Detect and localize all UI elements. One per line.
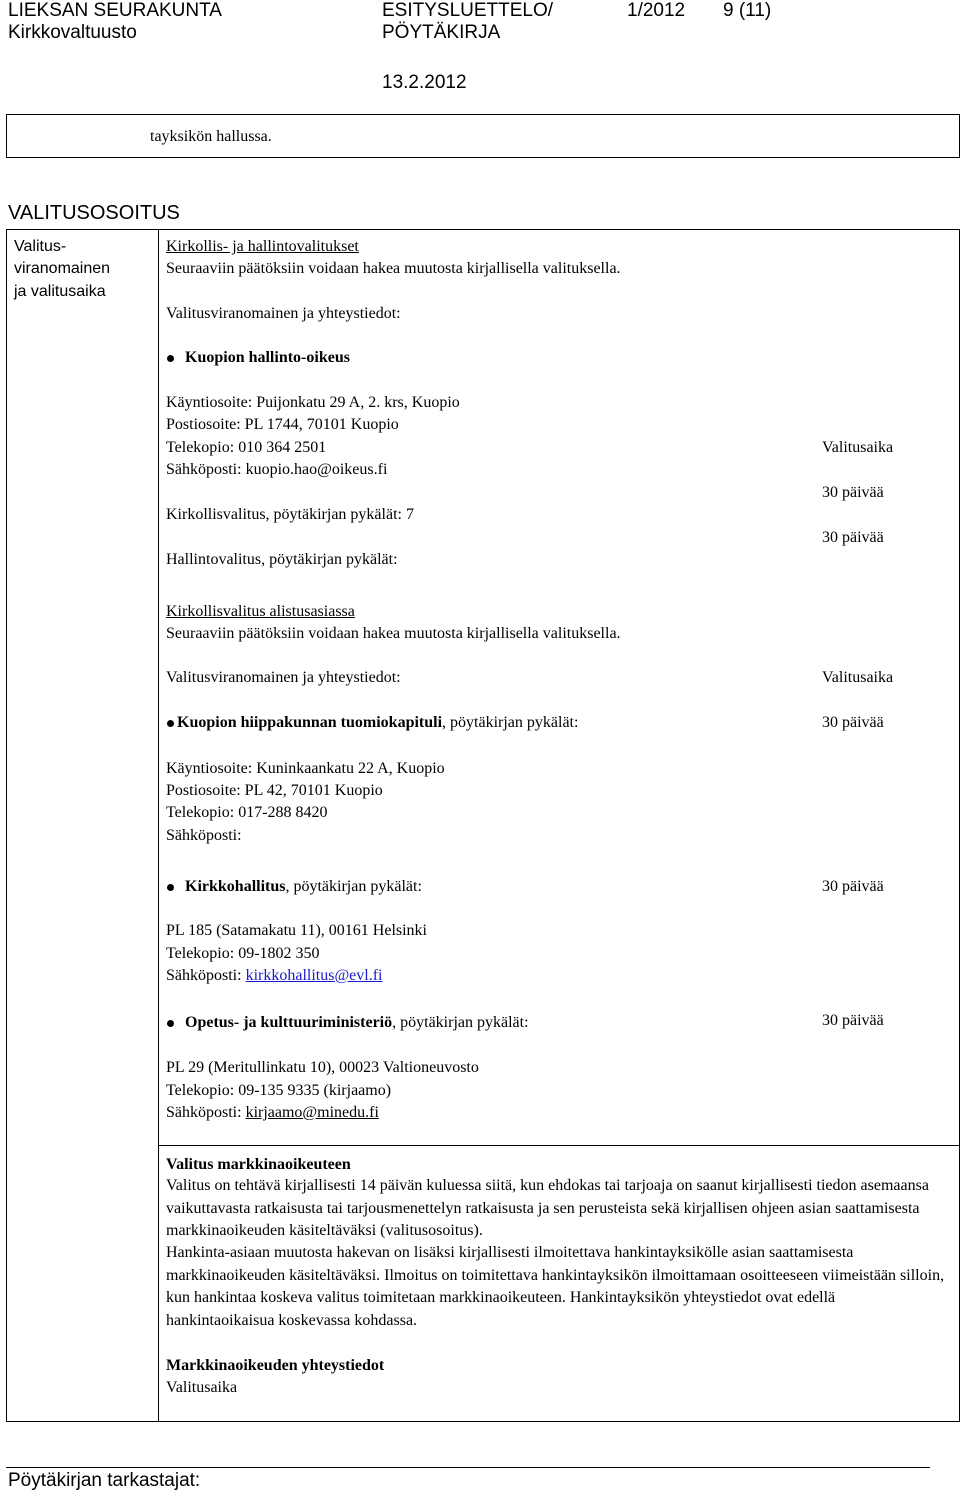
board-email-link[interactable]: kirkkohallitus@evl.fi <box>245 967 383 984</box>
left-col-label-1: Valitus- <box>14 238 67 255</box>
board-sections: , pöytäkirjan pykälät: <box>285 878 422 895</box>
doc-type: ESITYSLUETTELO/ <box>382 0 554 21</box>
chapter-period: 30 päivää <box>822 714 884 731</box>
board-entry <box>185 876 422 898</box>
bullet-icon <box>167 355 174 362</box>
board-name: Kirkkohallitus <box>185 878 286 895</box>
left-col-label-2: viranomainen <box>14 260 111 277</box>
bullet-icon <box>167 1020 174 1027</box>
ministry-email-link[interactable]: kirjaamo@minedu.fi <box>245 1104 379 1121</box>
ministry-fax: Telekopio: 09-135 9335 (kirjaamo) <box>166 1082 392 1099</box>
appeals-intro: Seuraaviin päätöksiin voidaan hakea muutosta kirjallisella valituksella. <box>166 260 621 277</box>
court-fax: Telekopio: 010 364 2501 <box>166 439 327 456</box>
chapter-email: Sähköposti: <box>166 827 242 844</box>
doc-date: 13.2.2012 <box>382 72 467 93</box>
court-visit-address: Käyntiosoite: Puijonkatu 29 A, 2. krs, Kuopio <box>166 394 460 411</box>
market-court-paragraph-2: Hankinta-asiaan muutosta hakevan on lisäksi kirjallisesti ilmoitettava hankintayksikölle asian saattamisesta markkinaoikeuden käsiteltäväksi. Ilmoitus on toimitettava hankintayksikön ilmoittamaan osoitteeseen viimeistään silloin, kun hankintaa koskeva valitus toimitetaan markkinaoikeuteen. Hankintayksikön yhteystiedot ovat edellä hankintaoikaisua koskevassa kohdassa. <box>166 1244 945 1329</box>
court-name: Kuopion hallinto-oikeus <box>185 349 350 366</box>
chapter-name: Kuopion hiippakunnan tuomiokapituli <box>177 714 443 731</box>
ministry-post-address: PL 29 (Meritullinkatu 10), 00023 Valtioneuvosto <box>166 1059 479 1076</box>
ministry-entry <box>185 1012 529 1034</box>
authority-label: Valitusviranomainen ja yhteystiedot: <box>166 305 401 322</box>
chapter-visit-address: Käyntiosoite: Kuninkaankatu 22 A, Kuopio <box>166 760 445 777</box>
section-heading-appeals: Kirkollis- ja hallintovalitukset <box>166 238 359 255</box>
market-court-contact-heading: Markkinaoikeuden yhteystiedot <box>166 1357 385 1374</box>
market-court-contact-label: Valitusaika <box>166 1379 238 1396</box>
market-court-heading: Valitus markkinaoikeuteen <box>166 1156 351 1173</box>
ministry-email-line <box>166 1102 379 1124</box>
admin-appeal-period: 30 päivää <box>822 529 884 546</box>
row-divider <box>158 1145 960 1146</box>
footer-label: Pöytäkirjan tarkastajat: <box>8 1470 201 1491</box>
doc-number: 1/2012 <box>627 0 686 21</box>
alistus-intro: Seuraaviin päätöksiin voidaan hakea muutosta kirjallisella valituksella. <box>166 625 621 642</box>
ministry-email-label: Sähköposti: <box>166 1104 246 1121</box>
chapter-fax: Telekopio: 017-288 8420 <box>166 804 328 821</box>
period-label: Valitusaika <box>822 439 894 456</box>
market-court-paragraph-1: Valitus on tehtävä kirjallisesti 14 päivän kuluessa siitä, kun ehdokas tai tarjoaja on saanut kirjallisesti tiedon asemaansa vaikuttavasta ratkaisusta tai tarjousmenettelyn ratkaisusta ja sen perusteista sekä kirjallisen ohjeen asian saattamisesta markkinaoikeuden käsiteltäväksi (valitusosoitus). <box>166 1177 929 1239</box>
section-title: VALITUSOSOITUS <box>8 202 180 224</box>
court-post-address: Postiosoite: PL 1744, 70101 Kuopio <box>166 416 399 433</box>
alistus-authority-label: Valitusviranomainen ja yhteystiedot: <box>166 669 401 686</box>
org-name: LIEKSAN SEURAKUNTA <box>8 0 222 21</box>
page-number: 9 (11) <box>723 0 772 21</box>
chapter-entry <box>177 712 578 734</box>
ministry-name: Opetus- ja kulttuuriministeriö <box>185 1014 393 1031</box>
church-appeal-period: 30 päivää <box>822 484 884 501</box>
bullet-icon <box>167 720 174 727</box>
bullet-icon <box>167 884 174 891</box>
ministry-sections: , pöytäkirjan pykälät: <box>392 1014 529 1031</box>
board-email-line <box>166 965 383 987</box>
column-divider <box>158 229 159 1422</box>
ministry-period: 30 päivää <box>822 1012 884 1029</box>
board-post-address: PL 185 (Satamakatu 11), 00161 Helsinki <box>166 922 427 939</box>
left-col-label-3: ja valitusaika <box>14 283 106 300</box>
board-fax: Telekopio: 09-1802 350 <box>166 945 320 962</box>
footer-rule <box>6 1467 930 1468</box>
alistus-period-label: Valitusaika <box>822 669 894 686</box>
admin-appeal-sections: Hallintovalitus, pöytäkirjan pykälät: <box>166 551 398 568</box>
doc-type-2: PÖYTÄKIRJA <box>382 22 501 43</box>
chapter-post-address: Postiosoite: PL 42, 70101 Kuopio <box>166 782 383 799</box>
body-name: Kirkkovaltuusto <box>8 22 137 43</box>
court-email: Sähköposti: kuopio.hao@oikeus.fi <box>166 461 388 478</box>
section-heading-alistus: Kirkollisvalitus alistusasiassa <box>166 603 355 620</box>
board-email-label: Sähköposti: <box>166 967 246 984</box>
chapter-sections: , pöytäkirjan pykälät: <box>442 714 579 731</box>
board-period: 30 päivää <box>822 878 884 895</box>
continuation-text: tayksikön hallussa. <box>150 128 272 145</box>
church-appeal-sections: Kirkollisvalitus, pöytäkirjan pykälät: 7 <box>166 506 414 523</box>
